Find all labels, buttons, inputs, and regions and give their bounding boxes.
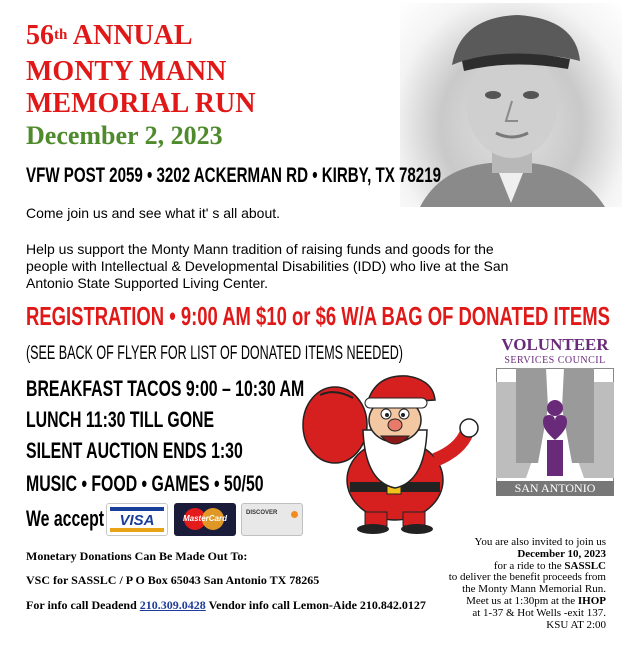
schedule-auction: SILENT AUCTION ENDS 1:30 bbox=[26, 438, 243, 463]
discover-card-icon: DISCOVER bbox=[241, 503, 303, 536]
mission-line-1: Help us support the Monty Mann tradition of raising funds and goods for the bbox=[26, 241, 494, 257]
mission-line-3: Antonio State Supported Living Center. bbox=[26, 275, 269, 291]
invite-line-7: at 1-37 & Hot Wells -exit 137. bbox=[472, 606, 606, 619]
invite-line-3: for a ride to the SASSLC bbox=[493, 559, 606, 572]
hands-heart-icon bbox=[496, 368, 614, 496]
invite-date: December 10, 2023 bbox=[517, 547, 606, 560]
event-title-line2: MONTY MANN bbox=[26, 56, 227, 87]
logo-volunteer-text: VOLUNTEER bbox=[501, 335, 609, 354]
schedule-lunch: LUNCH 11:30 TILL GONE bbox=[26, 407, 215, 432]
event-date: December 2, 2023 bbox=[26, 121, 223, 150]
ride-invitation bbox=[406, 537, 606, 631]
logo-san-antonio-text: SAN ANTONIO bbox=[496, 481, 614, 496]
see-back-note: (SEE BACK OF FLYER FOR LIST OF DONATED ITEMS NEEDED) bbox=[26, 343, 403, 364]
event-title-line3: MEMORIAL RUN bbox=[26, 88, 256, 119]
schedule-breakfast: BREAKFAST TACOS 9:00 – 10:30 AM bbox=[26, 376, 305, 401]
intro-text: Come join us and see what it' s all about. bbox=[26, 205, 281, 221]
info-phone-link[interactable]: 210.309.0428 bbox=[139, 598, 206, 612]
donations-heading: Monetary Donations Can Be Made Out To: bbox=[26, 549, 248, 563]
invite-line-4: to deliver the benefit proceeds from bbox=[448, 571, 606, 584]
visa-card-icon: VISA bbox=[106, 503, 168, 536]
invite-line-6: Meet us at 1:30pm at the IHOP bbox=[466, 594, 606, 607]
invite-line-8: KSU AT 2:00 bbox=[546, 618, 606, 631]
volunteer-services-council-logo bbox=[494, 335, 616, 497]
invite-line-1: You are also invited to join us bbox=[474, 536, 606, 548]
santa-claus-illustration bbox=[295, 370, 485, 535]
registration-info: REGISTRATION • 9:00 AM $10 or $6 W/A BAG OF DONATED ITEMS bbox=[26, 301, 610, 331]
logo-council-text: SERVICES COUNCIL bbox=[504, 355, 606, 366]
invite-line-5: the Monty Mann Memorial Run. bbox=[462, 583, 606, 596]
info-contact: For info call Deadend 210.309.0428 Vendor info call Lemon-Aide 210.842.0127 bbox=[26, 598, 426, 612]
schedule-activities: MUSIC • FOOD • GAMES • 50/50 bbox=[26, 471, 264, 496]
donations-address: VSC for SASSLC / P O Box 65043 San Antonio TX 78265 bbox=[26, 573, 320, 587]
mastercard-icon: MasterCard bbox=[174, 503, 236, 536]
payment-label: We accept bbox=[26, 506, 105, 531]
mission-line-2: people with Intellectual & Developmental Disabilities (IDD) who live at the San bbox=[26, 258, 509, 274]
event-title-line1: 56th ANNUAL bbox=[26, 20, 193, 51]
event-location: VFW POST 2059 • 3202 ACKERMAN RD • KIRBY, TX 78219 bbox=[26, 164, 442, 187]
